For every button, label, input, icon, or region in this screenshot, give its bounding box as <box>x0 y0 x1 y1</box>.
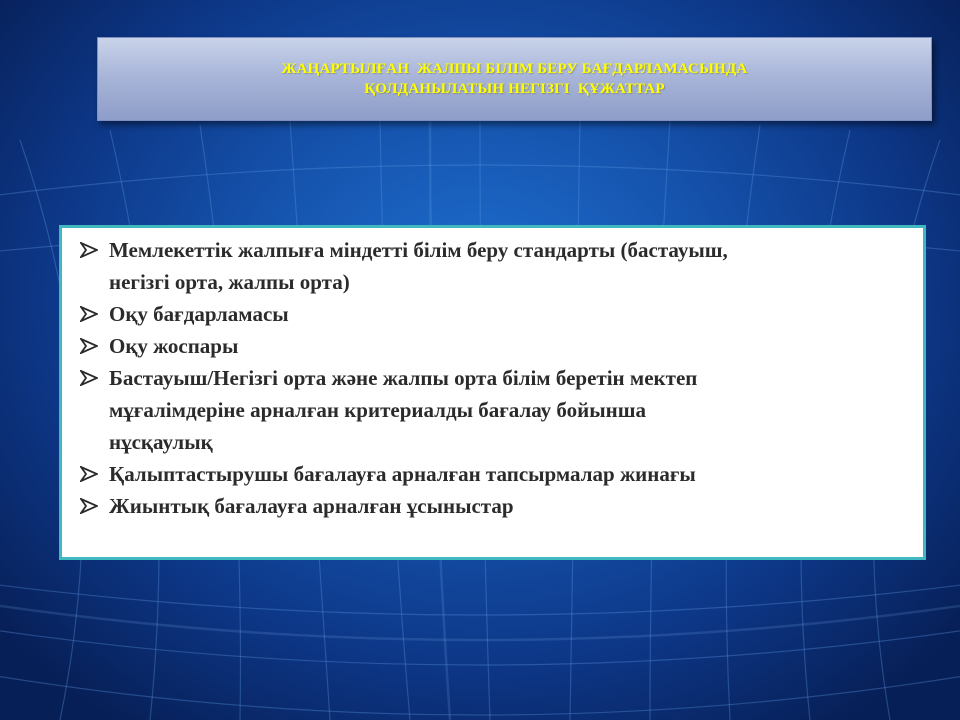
list-item <box>80 362 909 458</box>
list-item <box>80 330 909 362</box>
list-item <box>80 298 909 330</box>
list-item-line: Оқу бағдарламасы <box>109 302 289 326</box>
arrow-bullet-icon <box>80 458 102 490</box>
slide-title <box>282 59 748 99</box>
list-item-line: Мемлекеттік жалпыға міндетті білім беру стандарты (бастауыш, <box>109 238 728 262</box>
slide-title-line-1: ЖАҢАРТЫЛҒАН ЖАЛПЫ БІЛІМ БЕРУ БАҒДАРЛАМАСЫНДА <box>281 61 748 77</box>
list-item-line: Бастауыш/Негізгі орта және жалпы орта білім беретін мектеп <box>109 366 698 390</box>
list-item-line: негізгі орта, жалпы орта) <box>109 270 350 294</box>
list-item-line: Қалыптастырушы бағалауға арналған тапсырмалар жинағы <box>109 462 696 486</box>
title-banner <box>97 37 932 121</box>
list-item-line: нұсқаулық <box>109 430 213 454</box>
arrow-bullet-icon <box>80 234 102 266</box>
list-item <box>80 490 909 522</box>
arrow-bullet-icon <box>80 330 102 362</box>
list-item-line: мұғалімдеріне арналған критериалды бағалау бойынша <box>109 398 646 422</box>
list-item-line: Оқу жоспары <box>109 334 239 358</box>
arrow-bullet-icon <box>80 490 102 522</box>
documents-list <box>62 228 923 522</box>
slide-title-line-2: ҚОЛДАНЫЛАТЫН НЕГІЗГІ ҚҰЖАТТАР <box>364 81 665 97</box>
arrow-bullet-icon <box>80 362 102 394</box>
arrow-bullet-icon <box>80 298 102 330</box>
list-item <box>80 234 909 298</box>
list-item <box>80 458 909 490</box>
documents-list-panel <box>59 225 926 560</box>
list-item-line: Жиынтық бағалауға арналған ұсыныстар <box>109 494 514 518</box>
